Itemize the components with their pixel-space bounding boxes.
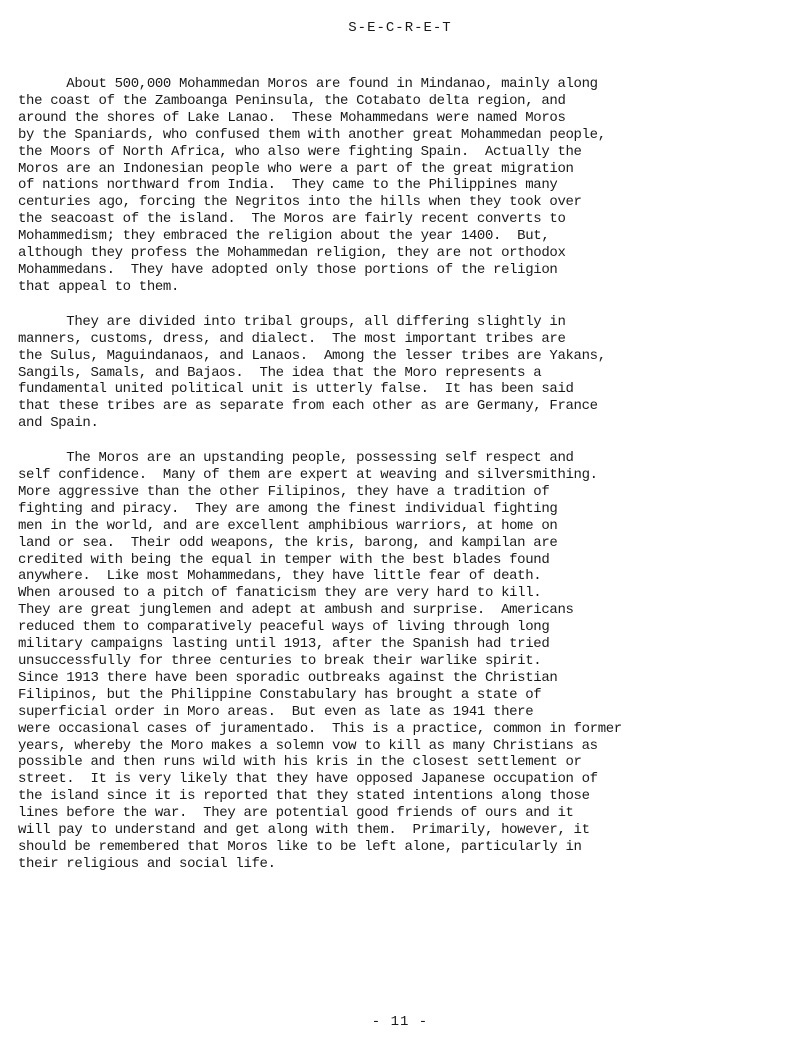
text-line: Since 1913 there have been sporadic outbreaks against the Christian: [18, 669, 558, 686]
text-line: of nations northward from India. They came to the Philippines many: [18, 177, 558, 194]
text-line: although they profess the Mohammedan religion, they are not orthodox: [18, 245, 566, 262]
text-line: around the shores of Lake Lanao. These Mohammedans were named Moros: [18, 109, 566, 126]
text-line: possible and then runs wild with his kris in the closest settlement or: [18, 754, 582, 771]
text-line: their religious and social life.: [18, 855, 276, 872]
text-line: reduced them to comparatively peaceful ways of living through long: [18, 619, 550, 636]
text-line: fundamental united political unit is utterly false. It has been said: [18, 381, 574, 398]
text-line: anywhere. Like most Mohammedans, they have little fear of death.: [18, 568, 542, 585]
text-line: lines before the war. They are potential good friends of ours and it: [18, 805, 574, 822]
text-line: Sangils, Samals, and Bajaos. The idea that the Moro represents a: [18, 364, 542, 381]
text-line: by the Spaniards, who confused them with another great Mohammedan people,: [18, 126, 606, 143]
text-line: that appeal to them.: [18, 278, 180, 295]
text-line: Moros are an Indonesian people who were a part of the great migration: [18, 160, 574, 177]
text-line: that these tribes are as separate from each other as are Germany, France: [18, 398, 598, 415]
text-line: the coast of the Zamboanga Peninsula, the Cotabato delta region, and: [18, 92, 566, 109]
text-line: self confidence. Many of them are expert at weaving and silversmithing.: [18, 467, 598, 484]
text-line: The Moros are an upstanding people, possessing self respect and: [18, 450, 574, 467]
text-line: men in the world, and are excellent amphibious warriors, at home on: [18, 517, 558, 534]
classification-header: S-E-C-R-E-T: [348, 20, 452, 36]
text-line: years, whereby the Moro makes a solemn vow to kill as many Christians as: [18, 737, 598, 754]
text-line: the island since it is reported that they stated intentions along those: [18, 788, 590, 805]
text-line: When aroused to a pitch of fanaticism they are very hard to kill.: [18, 585, 542, 602]
paragraph: [18, 314, 790, 432]
text-line: About 500,000 Mohammedan Moros are found in Mindanao, mainly along: [18, 76, 598, 92]
text-line: credited with being the equal in temper with the best blades found: [18, 551, 550, 568]
text-line: More aggressive than the other Filipinos, they have a tradition of: [18, 483, 550, 500]
text-line: the seacoast of the island. The Moros are fairly recent converts to: [18, 211, 566, 228]
text-line: and Spain.: [18, 415, 99, 432]
text-line: should be remembered that Moros like to be left alone, particularly in: [18, 838, 582, 855]
text-line: will pay to understand and get along with them. Primarily, however, it: [18, 822, 590, 839]
body-text: [18, 76, 790, 891]
text-line: military campaigns lasting until 1913, after the Spanish had tried: [18, 636, 550, 653]
text-line: unsuccessfully for three centuries to break their warlike spirit.: [18, 653, 542, 669]
text-line: street. It is very likely that they have opposed Japanese occupation of: [18, 771, 598, 788]
paragraph: [18, 450, 790, 873]
paragraph: [18, 76, 790, 296]
text-line: the Sulus, Maguindanaos, and Lanaos. Among the lesser tribes are Yakans,: [18, 347, 606, 364]
text-line: land or sea. Their odd weapons, the kris, barong, and kampilan are: [18, 534, 558, 551]
text-line: Mohammedism; they embraced the religion about the year 1400. But,: [18, 228, 550, 245]
text-line: centuries ago, forcing the Negritos into the hills when they took over: [18, 194, 582, 211]
page-number: - 11 -: [371, 1014, 429, 1030]
text-line: manners, customs, dress, and dialect. The most important tribes are: [18, 330, 566, 347]
text-line: were occasional cases of juramentado. This is a practice, common in former: [18, 720, 622, 737]
text-line: They are divided into tribal groups, all differing slightly in: [18, 313, 566, 330]
text-line: superficial order in Moro areas. But even as late as 1941 there: [18, 703, 534, 720]
text-line: fighting and piracy. They are among the finest individual fighting: [18, 500, 558, 517]
text-line: They are great junglemen and adept at ambush and surprise. Americans: [18, 602, 574, 619]
text-line: Filipinos, but the Philippine Constabulary has brought a state of: [18, 686, 542, 703]
text-line: the Moors of North Africa, who also were fighting Spain. Actually the: [18, 143, 582, 160]
text-line: Mohammedans. They have adopted only those portions of the religion: [18, 261, 558, 278]
